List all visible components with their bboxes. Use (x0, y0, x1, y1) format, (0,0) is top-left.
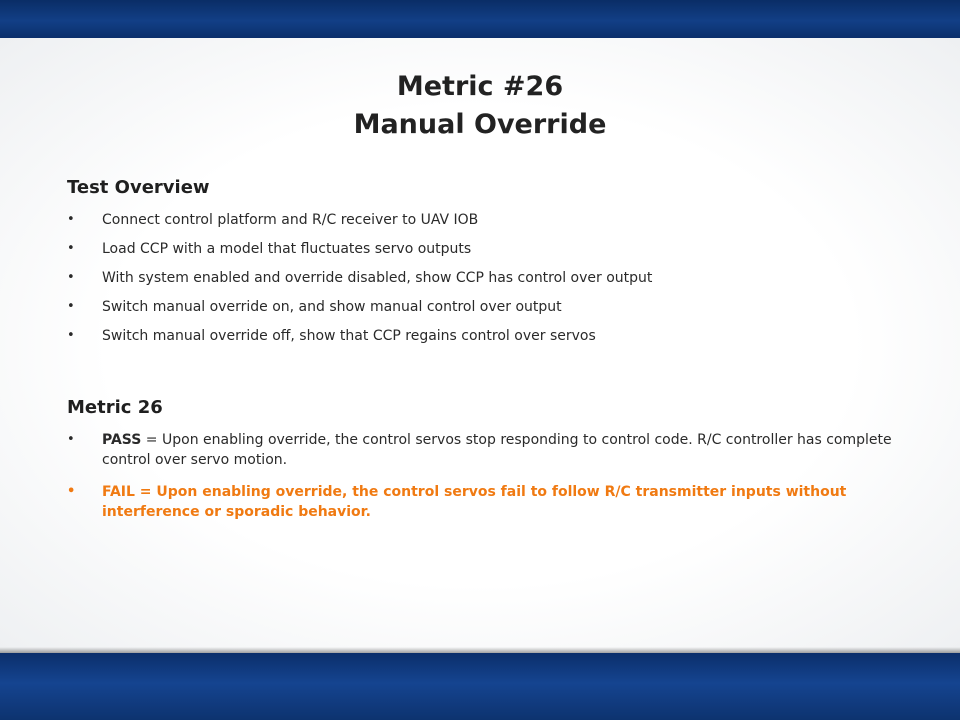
bullet-icon: • (67, 432, 75, 447)
list-item (67, 326, 907, 346)
bullet-icon: • (67, 270, 75, 285)
pass-text: = Upon enabling override, the control servos stop responding to control code. R/C controller has complete control over servo motion. (102, 432, 892, 468)
overview-item-text: Switch manual override off, show that CCP regains control over servos (102, 328, 596, 344)
fail-criteria (67, 482, 907, 522)
overview-heading: Test Overview (67, 177, 210, 198)
pass-label: PASS (102, 432, 142, 448)
bullet-icon: • (67, 212, 75, 227)
bullet-icon: • (67, 328, 75, 343)
pass-criteria (67, 430, 907, 470)
list-item (67, 268, 907, 288)
list-item (67, 239, 907, 259)
footer-band (0, 653, 960, 720)
overview-list (67, 210, 907, 355)
title-line-1: Metric #26 (396, 71, 564, 102)
metric-list (67, 430, 907, 534)
overview-item-text: With system enabled and override disabled, show CCP has control over output (102, 270, 653, 286)
fail-text: FAIL = Upon enabling override, the control servos fail to follow R/C transmitter inputs without interference or sporadic behavior. (102, 484, 847, 520)
slide-title (0, 68, 960, 144)
overview-item-text: Load CCP with a model that fluctuates servo outputs (102, 241, 472, 257)
metric-heading: Metric 26 (67, 397, 163, 418)
bullet-icon: • (67, 241, 75, 256)
header-band (0, 0, 960, 38)
overview-item-text: Switch manual override on, and show manual control over output (102, 299, 562, 315)
list-item (67, 210, 907, 230)
list-item (67, 297, 907, 317)
overview-item-text: Connect control platform and R/C receiver to UAV IOB (102, 212, 479, 228)
title-line-2: Manual Override (353, 109, 607, 140)
bullet-icon: • (67, 299, 75, 314)
bullet-icon: • (67, 484, 76, 499)
